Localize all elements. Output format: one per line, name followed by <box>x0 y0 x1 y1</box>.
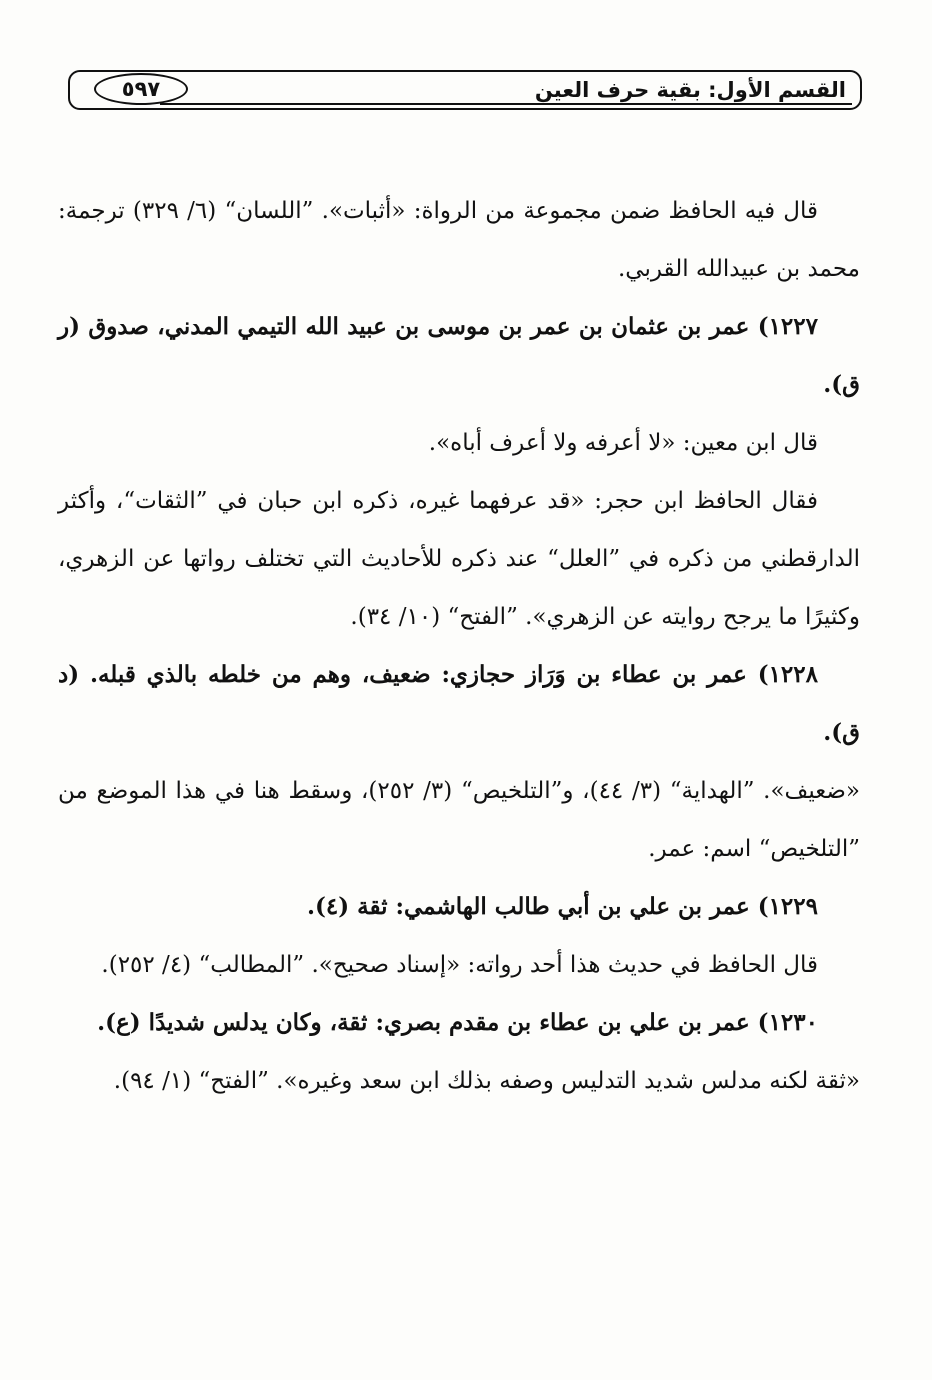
entry-1229: ١٢٢٩) عمر بن علي بن أبي طالب الهاشمي: ثقة (٤). <box>306 893 818 920</box>
paragraph: «ثقة لكنه مدلس شديد التدليس وصفه بذلك ابن سعد وغيره». ”الفتح“ (١/ ٩٤). <box>113 1068 860 1094</box>
running-header <box>68 70 862 110</box>
header-rule <box>160 103 852 105</box>
entry-1227: ١٢٢٧) عمر بن عثمان بن عمر بن موسى بن عبيد الله التيمي المدني، صدوق (ر ق). <box>58 313 860 398</box>
paragraph: فقال الحافظ ابن حجر: «قد عرفهما غيره، ذكره ابن حبان في ”الثقات“، وأكثر الدارقطني من ذكره في ”العلل“ عند ذكره للأحاديث التي تختلف رواتها عن الزهري، وكثيرًا ما يرجح روايته عن الزهري». ”الفتح“ (١٠/ ٣٤). <box>58 488 860 630</box>
paragraph: «ضعيف». ”الهداية“ (٣/ ٤٤)، و”التلخيص“ (٣/ ٢٥٢)، وسقط هنا في هذا الموضع من ”التلخيص“ اسم: عمر. <box>58 778 861 862</box>
page-number: ٥٩٧ <box>94 73 188 105</box>
paragraph: قال فيه الحافظ ضمن مجموعة من الرواة: «أثبات». ”اللسان“ (٦/ ٣٢٩) ترجمة: محمد بن عبيدالله القربي. <box>58 198 860 282</box>
header-title: القسم الأول: بقية حرف العين <box>534 78 846 102</box>
paragraph: قال الحافظ في حديث هذا أحد رواته: «إسناد صحيح». ”المطالب“ (٤/ ٢٥٢). <box>101 952 818 978</box>
entry-1228: ١٢٢٨) عمر بن عطاء بن وَرَاز حجازي: ضعيف، وهم من خلطه بالذي قبله. (د ق). <box>58 661 860 746</box>
entry-1230: ١٢٣٠) عمر بن علي بن عطاء بن مقدم بصري: ثقة، وكان يدلس شديدًا (ع). <box>97 1009 818 1036</box>
page-body <box>58 182 860 1110</box>
paragraph: قال ابن معين: «لا أعرفه ولا أعرف أباه». <box>428 430 818 456</box>
